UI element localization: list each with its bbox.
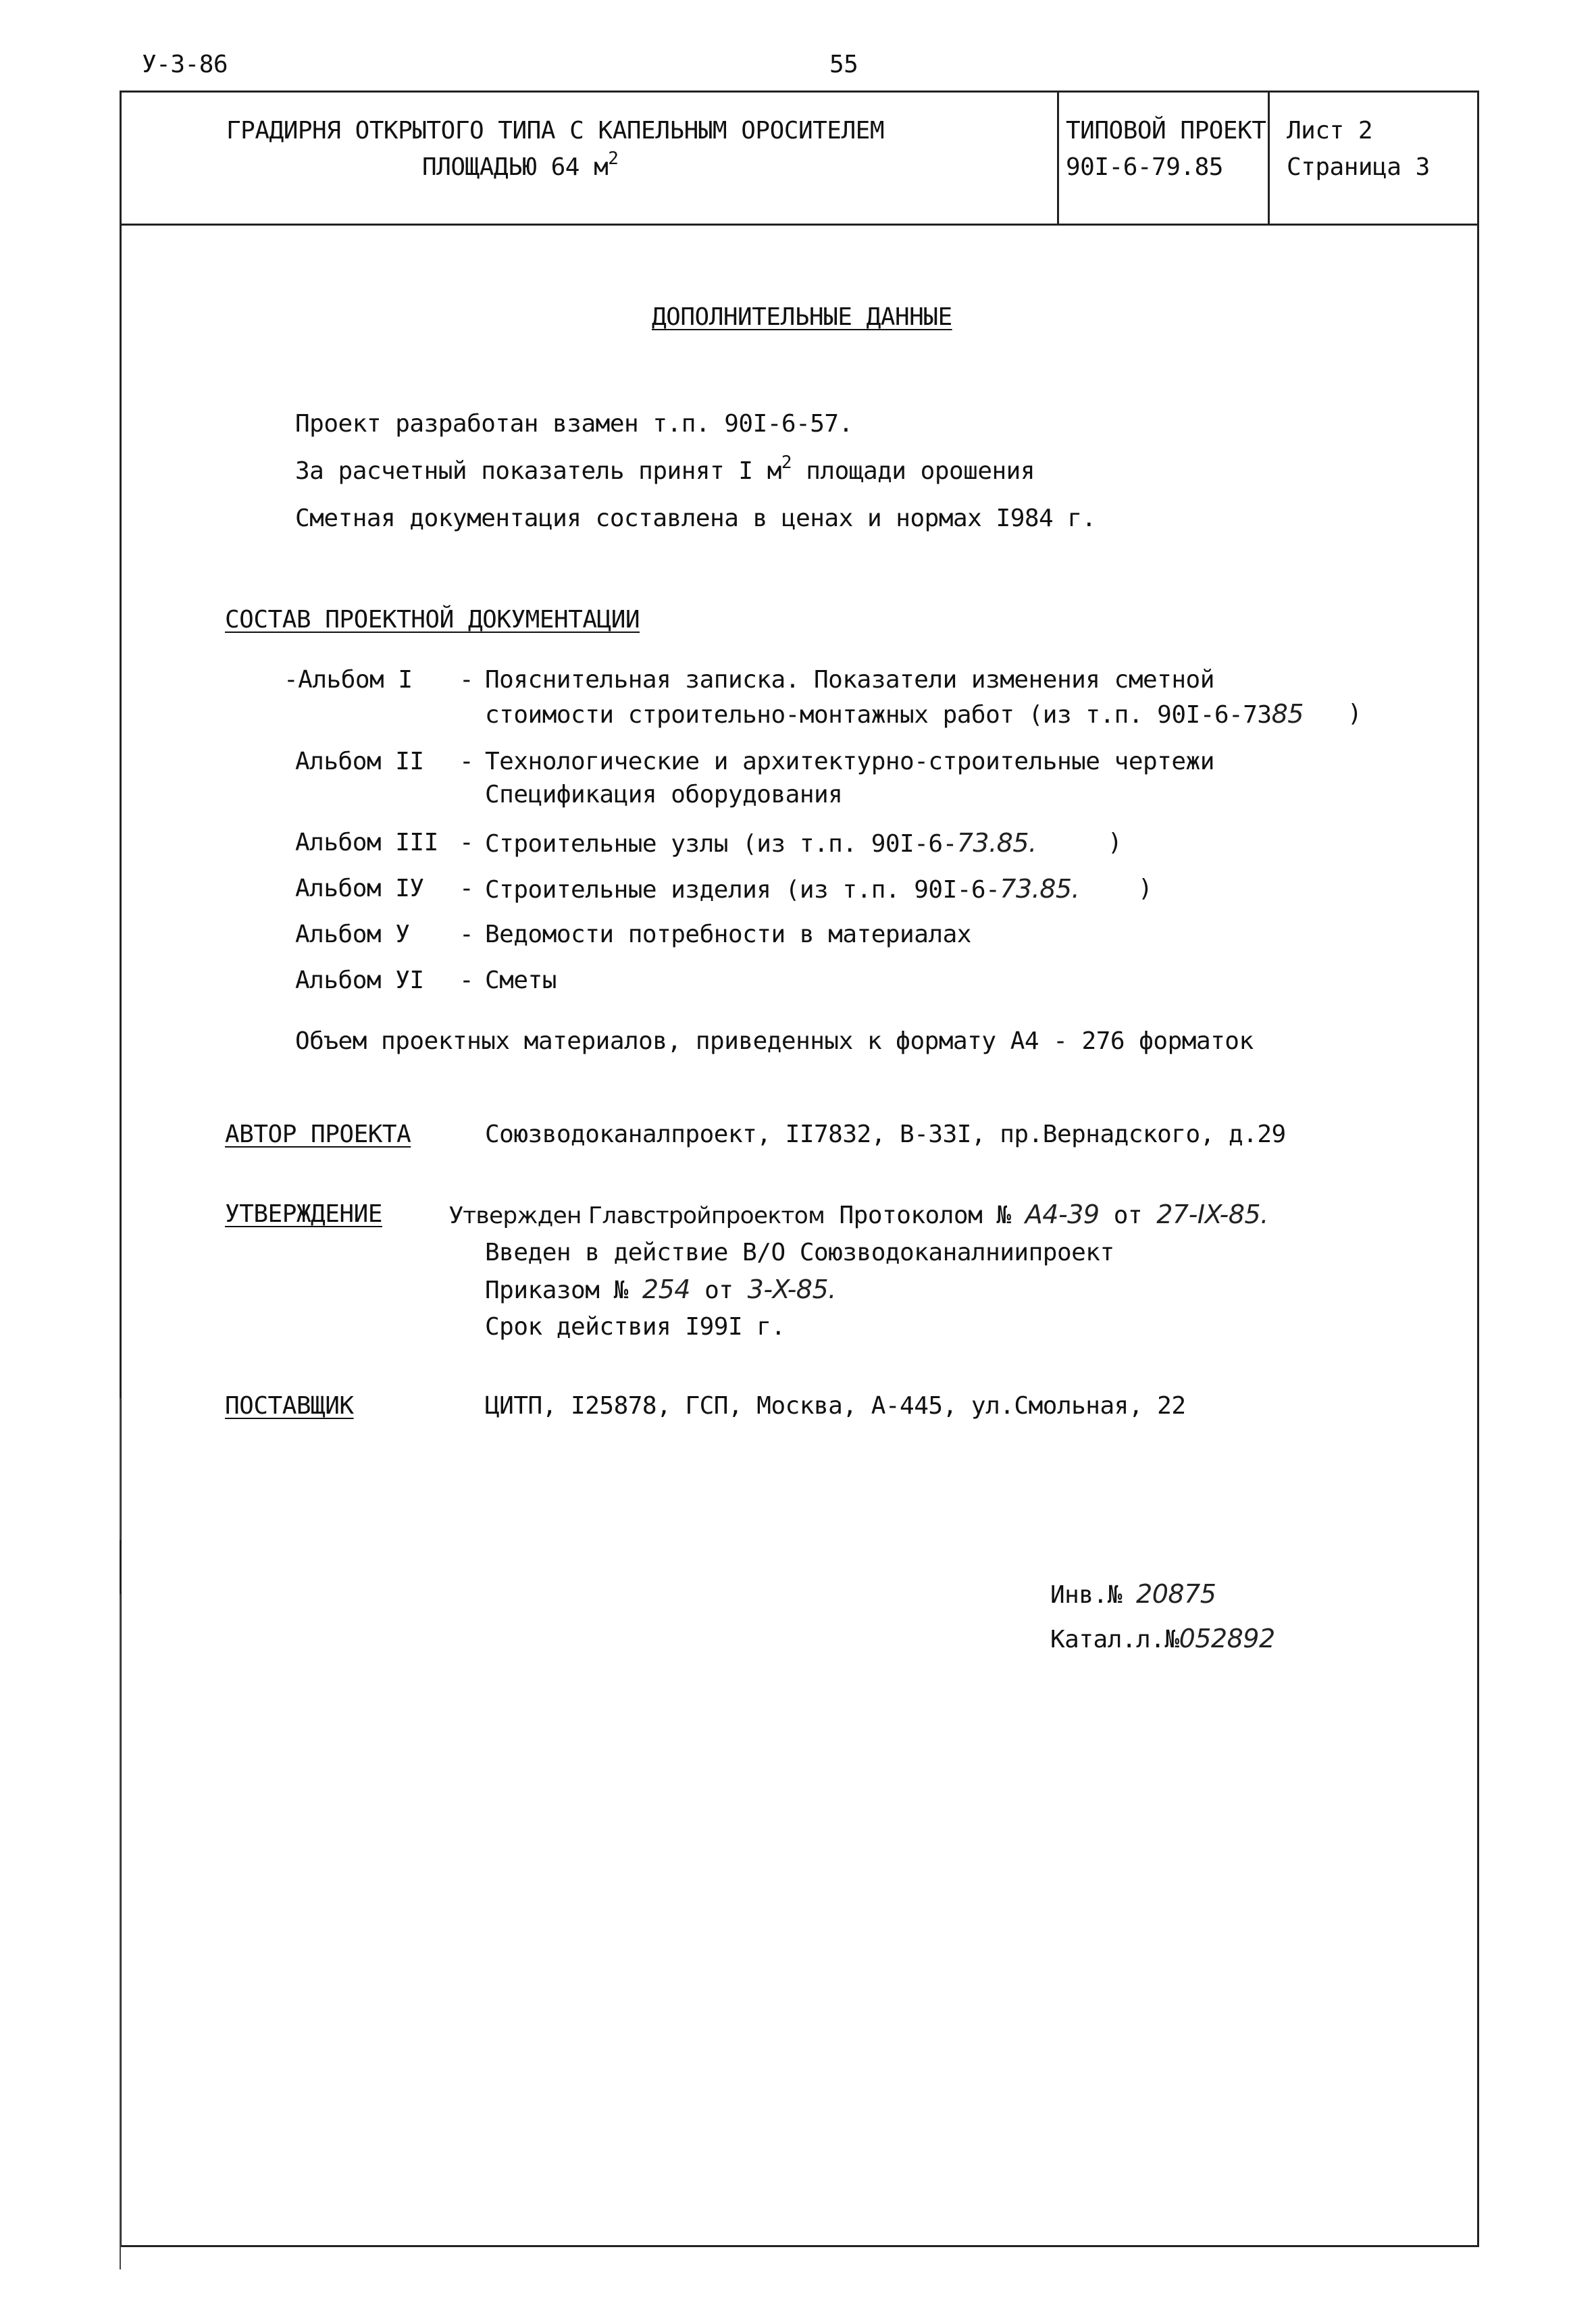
- album-dash: -: [459, 666, 474, 694]
- scan-mark: [120, 1594, 121, 2269]
- album-description: Строительные изделия (из т.п. 90I-6-73.85.: [485, 874, 1080, 904]
- author-value: Союзводоканалпроект, II7832, В-33I, пр.Вернадского, д.29: [485, 1121, 1286, 1148]
- approval-line-3: Приказом № 254 от 3-X-85.: [485, 1275, 836, 1304]
- supplier-value: ЦИТП, I25878, ГСП, Москва, А-445, ул.Смольная, 22: [485, 1392, 1186, 1420]
- album-dash: -: [459, 967, 474, 994]
- page-number: 55: [829, 51, 858, 78]
- album-name: Альбом II: [295, 748, 424, 775]
- album-description: стоимости строительно-монтажных работ (из т.п. 90I-6-7385: [485, 699, 1304, 729]
- album-close-paren: ): [1138, 875, 1153, 902]
- album-description: Строительные узлы (из т.п. 90I-6-73.85.: [485, 828, 1037, 858]
- approval-line-4: Срок действия I99I г.: [485, 1313, 786, 1341]
- page-label: Страница 3: [1287, 153, 1430, 181]
- album-description: Технологические и архитектурно-строительные чертежи: [485, 748, 1214, 775]
- approval-line-2: Введен в действие В/О Союзводоканалниипроект: [485, 1239, 1114, 1266]
- document-code: У-3-86: [142, 51, 228, 78]
- album-name: Альбом УI: [295, 967, 424, 994]
- album-dash: -: [459, 875, 474, 902]
- album-name: Альбом IУ: [295, 875, 424, 902]
- album-name: -Альбом I: [284, 666, 413, 694]
- intro-line-1: Проект разработан взамен т.п. 90I-6-57.: [295, 410, 853, 438]
- album-dash: -: [459, 748, 474, 775]
- album-description: Спецификация оборудования: [485, 781, 843, 808]
- album-description: Ведомости потребности в материалах: [485, 921, 971, 948]
- intro-line-2: За расчетный показатель принят I $м^2$ площади орошения: [295, 453, 1035, 485]
- album-description: Сметы: [485, 967, 557, 994]
- header-divider: [120, 224, 1479, 226]
- volume-note: Объем проектных материалов, приведенных к формату А4 - 276 форматок: [295, 1027, 1254, 1055]
- album-name: Альбом У: [295, 921, 410, 948]
- header-title-line2: ПЛОЩАДЬЮ 64 $м^2$: [422, 149, 619, 181]
- album-close-paren: ): [1108, 829, 1123, 856]
- album-close-paren: ): [1347, 700, 1362, 727]
- header-separator-2: [1268, 91, 1270, 226]
- album-name: Альбом III: [295, 829, 438, 856]
- catalog-number: Катал.л.№052892: [1050, 1624, 1275, 1653]
- scan-mark: [120, 1398, 121, 1540]
- supplier-label: ПОСТАВЩИК: [225, 1392, 354, 1420]
- section-heading: ДОПОЛНИТЕЛЬНЫЕ ДАННЫЕ: [652, 303, 952, 331]
- header-title-line1: ГРАДИРНЯ ОТКРЫТОГО ТИПА С КАПЕЛЬНЫМ ОРОСИТЕЛЕМ: [226, 117, 884, 145]
- approval-line-1: Утвержден Главстройпроектом Протоколом № А4-39 от 27-IX-85.: [449, 1200, 1268, 1229]
- intro-line-3: Сметная документация составлена в ценах и нормах I984 г.: [295, 505, 1096, 532]
- album-dash: -: [459, 829, 474, 856]
- project-number: 90I-6-79.85: [1066, 153, 1223, 181]
- project-type-label: ТИПОВОЙ ПРОЕКТ: [1066, 117, 1266, 145]
- author-label: АВТОР ПРОЕКТА: [225, 1121, 411, 1148]
- inventory-number: Инв.№ 20875: [1050, 1579, 1216, 1609]
- composition-heading: СОСТАВ ПРОЕКТНОЙ ДОКУМЕНТАЦИИ: [225, 606, 640, 634]
- album-dash: -: [459, 921, 474, 948]
- header-separator-1: [1057, 91, 1059, 226]
- album-description: Пояснительная записка. Показатели изменения сметной: [485, 666, 1214, 694]
- sheet-label: Лист 2: [1287, 117, 1373, 145]
- approval-label: УТВЕРЖДЕНИЕ: [225, 1200, 382, 1228]
